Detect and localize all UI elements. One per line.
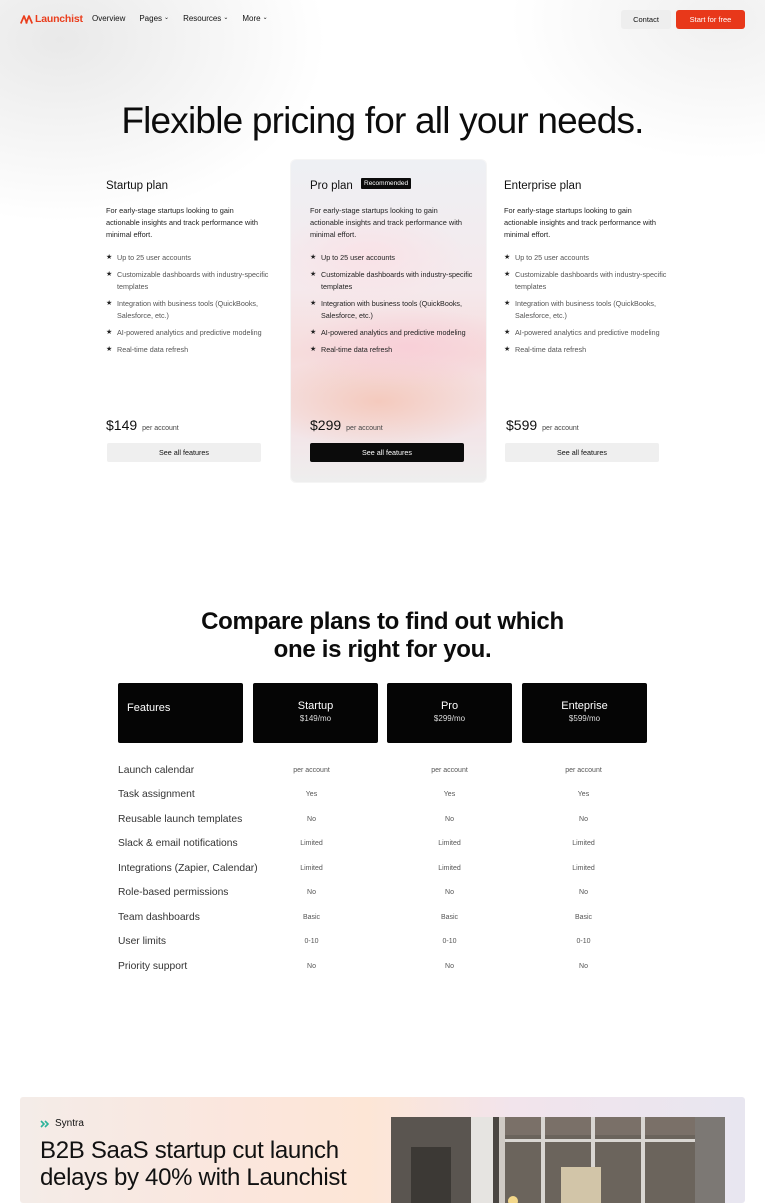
compare-cell: Limited (572, 865, 595, 872)
compare-header-label: Features (127, 702, 171, 714)
plan-feature-text: Integration with business tools (QuickBooks, Salesforce, etc.) (515, 299, 657, 320)
compare-cell: 0-10 (576, 938, 591, 945)
compare-cell: Limited (300, 840, 323, 847)
compare-row (118, 961, 648, 981)
star-icon: ★ (310, 346, 317, 353)
office-photo-image (391, 1117, 725, 1203)
compare-cell: Limited (572, 840, 595, 847)
compare-row (118, 887, 648, 907)
plan-description: For early-stage startups looking to gain actionable insights and track performance with minimal effort. (106, 206, 258, 239)
compare-title-line: Compare plans to find out which (201, 608, 564, 635)
plan-feature (106, 298, 271, 322)
plan-feature-text: AI-powered analytics and predictive modeling (117, 328, 262, 337)
compare-header-label: Startup (297, 700, 334, 712)
case-study-brand (40, 1118, 84, 1129)
plan-feature (106, 327, 271, 339)
see-all-features-button[interactable]: See all features (107, 443, 261, 462)
compare-header-price: $149/mo (299, 714, 332, 723)
plan-feature-text: Real-time data refresh (515, 345, 587, 354)
plan-feature (504, 327, 669, 339)
compare-cell: Yes (443, 791, 456, 798)
compare-row (118, 789, 648, 809)
price-amount: $149 (106, 417, 138, 433)
nav-link-overview[interactable] (92, 14, 125, 23)
compare-header-price: $599/mo (568, 714, 601, 723)
compare-header-features (118, 683, 243, 743)
plan-feature (504, 344, 669, 356)
compare-row-label: Team dashboards (118, 912, 200, 923)
plan-feature-text: Real-time data refresh (321, 345, 393, 354)
compare-cell: No (579, 889, 588, 896)
price-amount: $299 (310, 417, 342, 433)
compare-cell: No (445, 816, 454, 823)
plan-feature-text: Customizable dashboards with industry-specific templates (117, 270, 269, 291)
plan-feature-text: Integration with business tools (QuickBooks, Salesforce, etc.) (117, 299, 259, 320)
plan-feature (310, 298, 475, 322)
compare-row-label: Priority support (118, 961, 188, 972)
plan-feature (310, 269, 475, 293)
compare-section-title (0, 608, 765, 664)
plan-name: Pro plan (310, 180, 353, 192)
plan-feature-text: AI-powered analytics and predictive modeling (321, 328, 466, 337)
star-icon: ★ (106, 271, 113, 278)
star-icon: ★ (504, 300, 511, 307)
compare-cell: No (445, 889, 454, 896)
compare-header-label: Pro (440, 700, 459, 712)
compare-cell: 0-10 (304, 938, 319, 945)
case-study-brand-name: Syntra (55, 1118, 84, 1129)
compare-row (118, 814, 648, 834)
plan-feature (106, 252, 271, 264)
star-icon: ★ (310, 300, 317, 307)
compare-row (118, 912, 648, 932)
compare-cell: Basic (440, 914, 459, 921)
compare-header-price: $299/mo (433, 714, 466, 723)
compare-cell: No (579, 816, 588, 823)
plan-feature-list (504, 252, 669, 361)
compare-cell: No (579, 963, 588, 970)
compare-row-label: Task assignment (118, 789, 195, 800)
nav-link-label: Pages (139, 14, 163, 23)
plan-feature-list (310, 252, 475, 361)
compare-cell: No (445, 963, 454, 970)
price-unit: per account (346, 425, 383, 432)
compare-cell: No (307, 963, 316, 970)
compare-cell: Limited (438, 865, 461, 872)
plan-name: Enterprise plan (504, 180, 582, 192)
compare-title-line: one is right for you. (273, 636, 492, 663)
compare-cell: Basic (302, 914, 321, 921)
star-icon: ★ (310, 271, 317, 278)
contact-button[interactable]: Contact (621, 10, 671, 29)
compare-cell: No (307, 816, 316, 823)
plan-card-pro (291, 160, 486, 482)
plan-feature-text: AI-powered analytics and predictive modeling (515, 328, 660, 337)
compare-row-label: Reusable launch templates (118, 814, 243, 825)
compare-row-label: Role-based permissions (118, 887, 229, 898)
plan-feature-text: Customizable dashboards with industry-specific templates (321, 270, 473, 291)
case-study-title: B2B SaaS startup cut launch delays by 40% with Launchist (40, 1137, 347, 1191)
nav-link-resources[interactable] (183, 14, 228, 23)
plan-price (106, 417, 179, 433)
plan-price (310, 417, 383, 433)
chevron-down-icon: ⌄ (262, 15, 268, 21)
brand-name: Launchist (35, 13, 83, 25)
see-all-features-button[interactable]: See all features (505, 443, 659, 462)
plan-card-enterprise (489, 160, 684, 482)
plan-description: For early-stage startups looking to gain actionable insights and track performance with minimal effort. (504, 206, 656, 239)
star-icon: ★ (504, 346, 511, 353)
plan-name: Startup plan (106, 180, 169, 192)
star-icon: ★ (504, 254, 511, 261)
plan-feature-text: Up to 25 user accounts (515, 253, 589, 262)
compare-cell: Basic (574, 914, 593, 921)
plan-feature (106, 269, 271, 293)
plan-feature-text: Integration with business tools (QuickBooks, Salesforce, etc.) (321, 299, 463, 320)
compare-cell: No (307, 889, 316, 896)
syntra-logo-icon (40, 1119, 50, 1129)
star-icon: ★ (106, 346, 113, 353)
compare-row (118, 838, 648, 858)
launchist-logo-icon (20, 15, 33, 24)
compare-row-label: Launch calendar (118, 765, 195, 776)
plan-price (506, 417, 579, 433)
plan-feature (504, 252, 669, 264)
compare-header-label: Enteprise (561, 700, 608, 712)
plan-feature-text: Real-time data refresh (117, 345, 189, 354)
brand-logo[interactable] (20, 13, 83, 25)
compare-cell: per account (565, 767, 602, 774)
compare-row-label: Integrations (Zapier, Calendar) (118, 863, 258, 874)
office-photo (391, 1117, 725, 1203)
plan-feature-list (106, 252, 271, 361)
star-icon: ★ (106, 329, 113, 336)
compare-cell: Yes (577, 791, 590, 798)
case-study-card[interactable] (20, 1097, 745, 1203)
start-for-free-button[interactable]: Start for free (676, 10, 745, 29)
compare-cell: per account (293, 767, 330, 774)
plan-feature-text: Up to 25 user accounts (117, 253, 191, 262)
compare-row (118, 765, 648, 785)
nav-link-label: Overview (92, 14, 126, 23)
compare-row (118, 936, 648, 956)
plan-feature-text: Up to 25 user accounts (321, 253, 395, 262)
compare-row-label: User limits (118, 936, 167, 947)
star-icon: ★ (310, 254, 317, 261)
star-icon: ★ (310, 329, 317, 336)
chevron-down-icon: ⌄ (223, 15, 229, 21)
nav-link-label: More (242, 14, 261, 23)
compare-cell: Yes (305, 791, 318, 798)
nav-link-label: Resources (183, 14, 222, 23)
plan-feature (106, 344, 271, 356)
plan-feature (310, 344, 475, 356)
star-icon: ★ (504, 329, 511, 336)
compare-cell: 0-10 (442, 938, 457, 945)
star-icon: ★ (106, 254, 113, 261)
plan-feature (504, 269, 669, 293)
star-icon: ★ (504, 271, 511, 278)
see-all-features-button[interactable]: See all features (310, 443, 464, 462)
nav-link-pages[interactable] (139, 14, 169, 23)
compare-row-label: Slack & email notifications (118, 838, 238, 849)
recommended-badge: Recommended (361, 178, 411, 189)
top-nav (0, 0, 765, 40)
compare-cell: per account (431, 767, 468, 774)
compare-header-startup (253, 683, 378, 743)
chevron-down-icon: ⌄ (164, 15, 170, 21)
price-amount: $599 (506, 417, 538, 433)
compare-cell: Limited (300, 865, 323, 872)
compare-cell: Limited (438, 840, 461, 847)
price-unit: per account (142, 425, 179, 432)
compare-header-pro (387, 683, 512, 743)
plan-feature (310, 327, 475, 339)
price-unit: per account (542, 425, 579, 432)
page-title: Flexible pricing for all your needs. (121, 100, 644, 141)
compare-row (118, 863, 648, 883)
plan-feature-text: Customizable dashboards with industry-specific templates (515, 270, 667, 291)
plan-feature (310, 252, 475, 264)
plan-description: For early-stage startups looking to gain actionable insights and track performance with minimal effort. (310, 206, 462, 239)
compare-header-enterprise (522, 683, 647, 743)
plan-feature (504, 298, 669, 322)
plan-card-startup (91, 160, 286, 482)
star-icon: ★ (106, 300, 113, 307)
nav-link-more[interactable] (242, 14, 267, 23)
nav-links (92, 14, 268, 23)
